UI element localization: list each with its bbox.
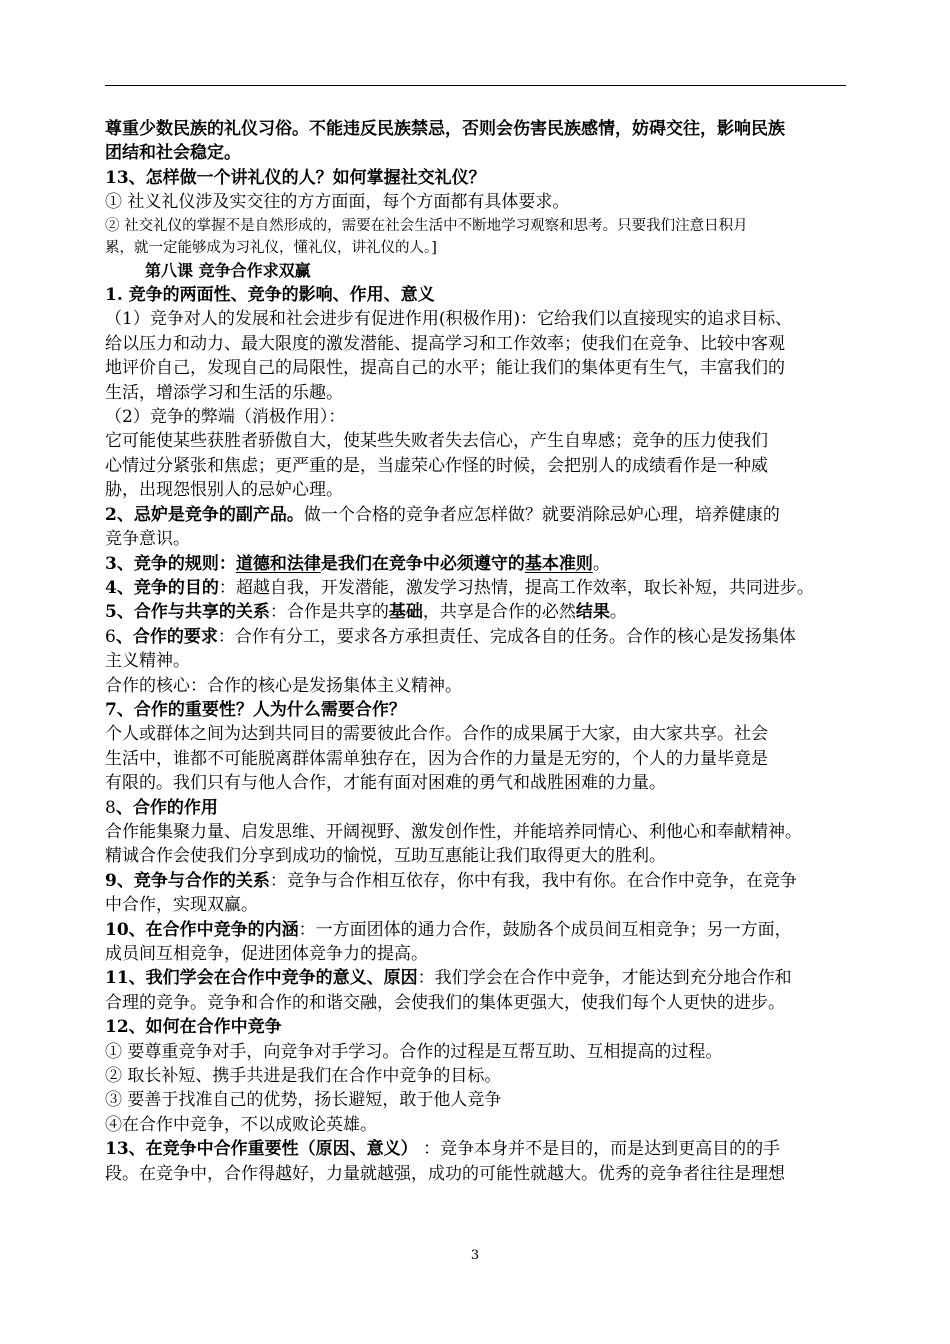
text-line: 生活，增添学习和生活的乐趣。 <box>105 382 343 403</box>
text-line: 给以压力和动力、最大限度的激发潜能、提高学习和工作效率；使我们在竞争、比较中客观 <box>105 333 785 354</box>
text-line: 段。在竞争中，合作得越好，力量就越强，成功的可能性就越大。优秀的竞争者往往是理想 <box>105 1163 785 1184</box>
lesson-title: 第八课 竞争合作求双赢 <box>145 260 311 280</box>
underlined-text: 道德和法律 <box>235 553 321 574</box>
section-heading: 12、如何在合作中竞争 <box>105 1017 282 1038</box>
bold-text: 5、合作与共享的关系 <box>105 602 270 623</box>
rich-line <box>105 625 850 649</box>
text-line: 中合作，实现双赢。 <box>105 895 258 916</box>
text-line: （1）竞争对人的发展和社会进步有促进作用(积极作用)：它给我们以直接现实的追求目标、 <box>105 309 793 330</box>
rich-line <box>105 966 850 990</box>
bold-text: 是我们在竞争中必须遵守的 <box>320 553 525 574</box>
rich-line <box>105 576 850 600</box>
text-span: 。 <box>609 602 627 623</box>
bold-text: 13、在竞争中合作重要性（原因、意义） <box>105 1139 418 1160</box>
text-line: ② 社交礼仪的掌握不是自然形成的，需要在社会生活中不断地学习观察和思考。只要我们注意日积月 <box>105 217 748 234</box>
section-heading: 1. 竞争的两面性、竞争的影响、作用、意义 <box>105 285 435 306</box>
text-line: 合作能集聚力量、启发思维、开阔视野、激发创作性，并能培养同情心、利他心和奉献精神。 <box>105 821 802 842</box>
bold-text: 、合作的要求 <box>115 626 218 647</box>
text-line: 有限的。我们只有与他人合作，才能有面对困难的勇气和战胜困难的力量。 <box>105 773 666 794</box>
text-line: 尊重少数民族的礼仪习俗。不能违反民族禁忌，否则会伤害民族感情，妨碍交往，影响民族 <box>105 119 785 139</box>
text-line: 心情过分紧张和焦虑；更严重的是，当虚荣心作怪的时候，会把别人的成绩看作是一种威 <box>105 455 768 476</box>
bold-text: 基础 <box>388 602 423 623</box>
text-line: ② 取长补短、携手共进是我们在合作中竞争的目标。 <box>105 1066 502 1087</box>
rich-line <box>105 1137 850 1161</box>
text-line: 主义精神。 <box>105 651 190 672</box>
text-line: 成员间互相竞争，促进团体竞争力的提高。 <box>105 944 428 964</box>
text-span: ：一方面团体的通力合作，鼓励各个成员间互相竞争；另一方面， <box>298 919 792 940</box>
bold-text: 结果 <box>575 602 610 623</box>
bold-text: 3、竞争的规则： <box>105 553 236 574</box>
text-span: 8 <box>105 797 116 818</box>
rich-line <box>105 796 850 820</box>
text-span: ：合作是共享的 <box>269 602 389 623</box>
text-line: ③ 要善于找准自己的优势，扬长避短，敢于他人竞争 <box>105 1090 502 1111</box>
text-span: ：竞争与合作相互依存，你中有我，我中有你。在合作中竞争，在竞争 <box>269 870 797 891</box>
text-line: 个人或群体之间为达到共同目的需要彼此合作。合作的成果属于大家，由大家共享。社会 <box>105 724 768 745</box>
text-line: （2）竞争的弊端（消极作用）： <box>105 407 346 428</box>
rich-line <box>105 503 850 527</box>
rich-line <box>105 600 850 624</box>
bold-text: 9、竞争与合作的关系 <box>105 870 270 891</box>
bold-text: 2、忌妒是竞争的副产品。 <box>105 504 304 525</box>
text-span: 6 <box>105 626 116 647</box>
bold-text: 11、我们学会在合作中竞争的意义、原因 <box>105 968 418 989</box>
text-line: 地评价自己，发现自己的局限性，提高自己的水平；能让我们的集体更有生气，丰富我们的 <box>105 358 785 379</box>
document-body <box>105 117 850 1186</box>
text-span: ，共享是合作的必然 <box>422 602 576 623</box>
bold-text: 、合作的作用 <box>115 797 218 818</box>
text-span: 做一个合格的竞争者应怎样做？就要消除忌妒心理，培养健康的 <box>303 504 780 525</box>
text-span: ：合作有分工，要求各方承担责任、完成各自的任务。合作的核心是发扬集体 <box>217 626 796 647</box>
rich-line <box>105 869 850 893</box>
section-heading: 7、合作的重要性？人为什么需要合作？ <box>105 699 406 720</box>
text-line: 生活中，谁都不可能脱离群体需单独存在，因为合作的力量是无穷的，个人的力量毕竟是 <box>105 748 768 769</box>
text-line: ④在合作中竞争，不以成败论英雄。 <box>105 1114 377 1135</box>
text-line: 合作的核心：合作的核心是发扬集体主义精神。 <box>105 675 462 696</box>
bold-text: 10、在合作中竞争的内涵 <box>105 919 299 940</box>
rich-line <box>105 918 850 942</box>
text-span: ：超越自我，开发潜能，激发学习热情，提高工作效率，取长补短，共同进步。 <box>218 577 814 598</box>
text-line: 胁，出现怨恨别人的忌妒心理。 <box>105 480 343 501</box>
rich-line <box>105 552 850 576</box>
header-rule <box>105 85 846 86</box>
page-number: 3 <box>470 1248 480 1263</box>
text-line: 合理的竞争。竞争和合作的和谐交融，会使我们的集体更强大，使我们每个人更快的进步。 <box>105 992 785 1013</box>
text-line: 团结和社会稳定。 <box>105 143 241 164</box>
text-line: ① 要尊重竞争对手，向竞争对手学习。合作的过程是互帮互助、互相提高的过程。 <box>105 1041 723 1062</box>
text-span: 。 <box>592 553 610 574</box>
text-span: ：我们学会在合作中竞争，才能达到充分地合作和 <box>417 968 792 989</box>
bold-text: 4、竞争的目的 <box>105 577 219 598</box>
text-line: ① 社义礼仪涉及实交往的方方面面，每个方面都有具体要求。 <box>105 192 570 213</box>
section-heading: 13、怎样做一个讲礼仪的人？如何掌握社交礼仪？ <box>105 167 486 188</box>
text-line: 累，就一定能够成为习礼仪，懂礼仪，讲礼仪的人。] <box>105 239 437 256</box>
text-line: 精诚合作会使我们分享到成功的愉悦，互助互惠能让我们取得更大的胜利。 <box>105 846 666 867</box>
text-span: ：竞争本身并不是目的，而是达到更高目的的手 <box>417 1139 781 1160</box>
underlined-text: 基本准则 <box>524 553 593 574</box>
text-line: 竞争意识。 <box>105 529 190 550</box>
text-line: 它可能使某些获胜者骄傲自大，使某些失败者失去信心，产生自卑感；竞争的压力使我们 <box>105 431 768 452</box>
